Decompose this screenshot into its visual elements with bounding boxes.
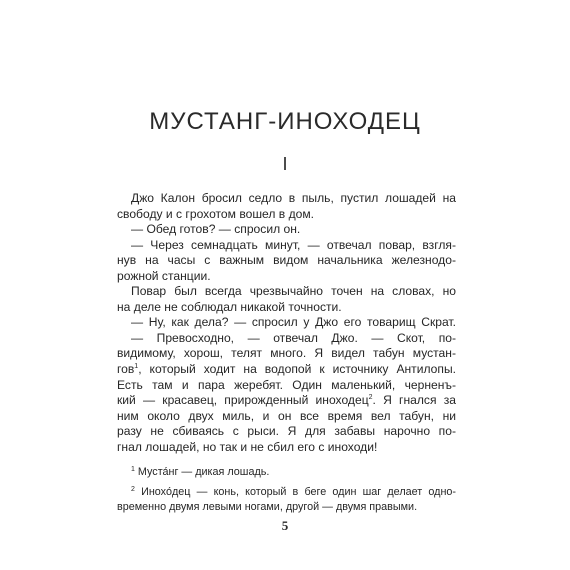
footnote-ref-1: 1 (134, 363, 139, 371)
text-line: разу не сбиваясь с рыси. Я для забавы нарочно по- (117, 424, 456, 439)
footnote-line: временно двумя левыми ногами, другой — двумя правыми. (117, 501, 418, 513)
text-line: рожной станции. (117, 268, 211, 283)
text-fragment: . Я гнался за (372, 393, 456, 408)
text-fragment: кий — красавец, прирожденный иноходец (117, 393, 369, 408)
text-line (117, 393, 456, 409)
text-line: — Превосходно, — отвечал Джо. — Скот, по- (131, 330, 456, 345)
text-line: Повар был всегда чрезвычайно точен на словах, но (131, 284, 456, 299)
text-line (117, 362, 456, 378)
footnote-number: 2 (131, 486, 135, 493)
story-text (117, 191, 456, 455)
text-line: на деле не соблюдал никакой точности. (117, 299, 342, 314)
text-line: — Через семнадцать минут, — отвечал повар, взгля- (131, 237, 456, 252)
text-line: гнал лошадей, но так и не сбил его с иноходи! (117, 439, 378, 454)
footnote-text: Муста́нг — дикая лошадь. (137, 466, 270, 478)
text-fragment: , который ходит на водопой к источнику Антилопы. (138, 362, 456, 377)
footnote-line (117, 485, 456, 500)
text-line: нув на часы с важным видом начальника железнодо- (117, 253, 456, 268)
footnote-ref-2: 2 (368, 394, 373, 402)
text-line: — Обед готов? — спросил он. (131, 222, 301, 237)
text-line: видимому, хорош, телят много. Я видел табун мустан- (117, 346, 456, 361)
page-number: 5 (281, 518, 289, 533)
text-line: свободу и с грохотом вошел в дом. (117, 206, 315, 221)
story-title: МУСТАНГ-ИНОХОДЕЦ (149, 108, 421, 135)
footnote-1 (117, 465, 456, 480)
footnote-line (117, 465, 456, 480)
text-line: ним около двух миль, и он все время вел табун, ни (117, 408, 456, 423)
footnote-2 (117, 485, 456, 515)
chapter-number: I (282, 154, 288, 174)
text-fragment: гов (117, 362, 135, 377)
footnote-text: Инохо́дец — конь, который в беге один шаг делает одно- (141, 486, 457, 498)
text-line: — Ну, как дела? — спросил у Джо его товарищ Скрат. (131, 315, 456, 330)
footnote-number: 1 (131, 466, 135, 473)
text-line: Есть там и пара жеребят. Один маленький, черненъ- (117, 377, 456, 392)
footnotes (117, 465, 456, 520)
text-line: Джо Калон бросил седло в пыль, пустил лошадей на (131, 191, 456, 205)
